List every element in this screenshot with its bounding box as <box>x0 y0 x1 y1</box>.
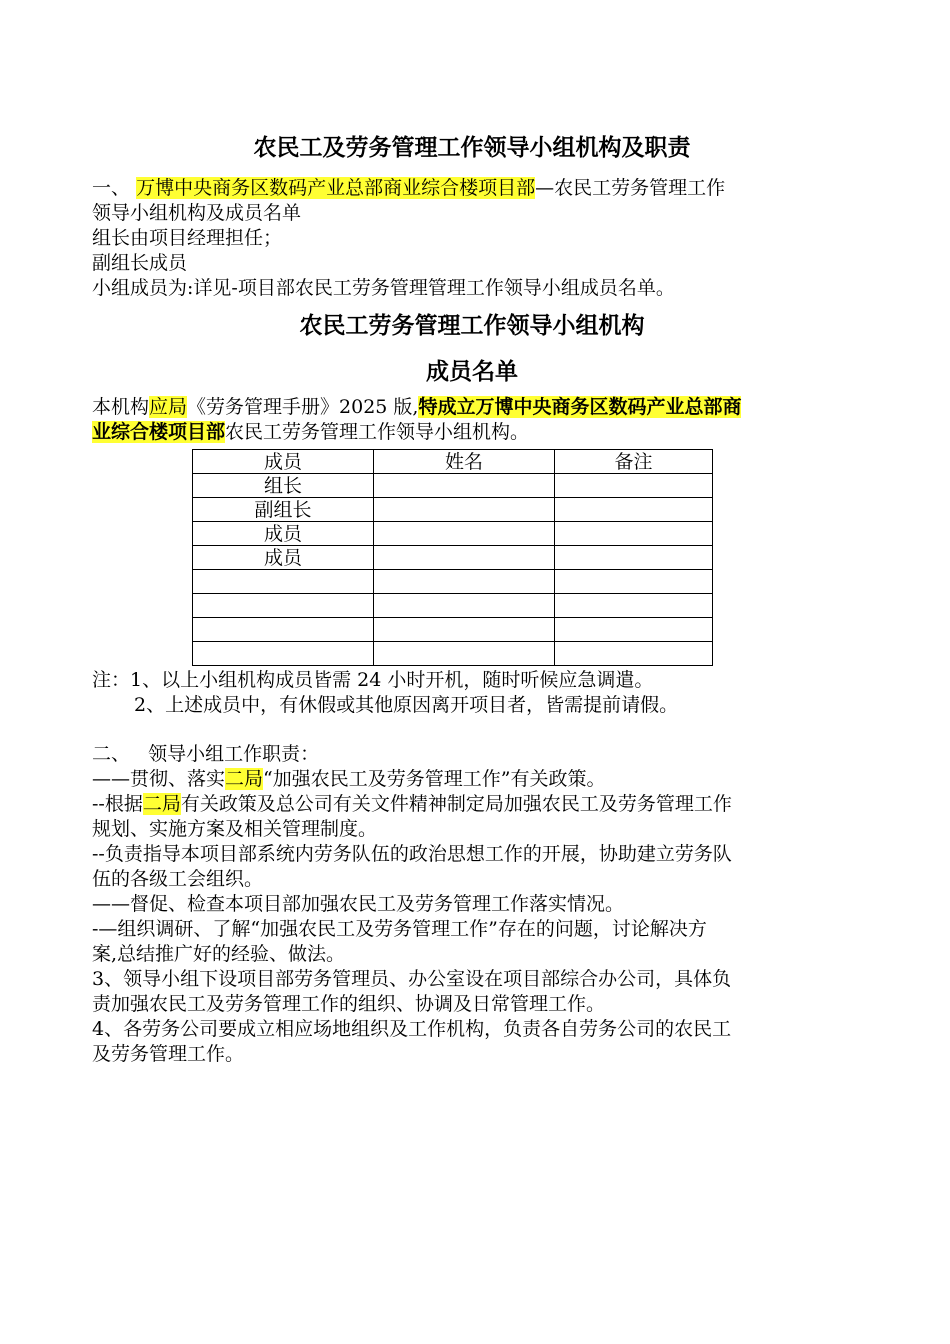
duty-2-line2: 规划、实施方案及相关管理制度。 <box>92 818 378 840</box>
duty-6-line1: 3、领导小组下设项目部劳务管理员、办公室设在项目部综合办公司，具体负 <box>92 968 732 990</box>
duty-4: ——督促、检查本项目部加强农民工及劳务管理工作落实情况。 <box>92 893 625 915</box>
section1-suffix: —农民工劳务管理工作 <box>535 177 726 199</box>
table-cell <box>555 618 713 642</box>
section1-line4: 副组长成员 <box>92 252 188 274</box>
table-cell <box>555 570 713 594</box>
table-header-row <box>193 450 713 474</box>
duty-3-line1: --负责指导本项目部系统内劳务队伍的政治思想工作的开展，协助建立劳务队 <box>92 843 732 865</box>
duty-5-line1: -—组织调研、了解“加强农民工及劳务管理工作”存在的问题，讨论解决方 <box>92 918 707 940</box>
section1-line5: 小组成员为:详见-项目部农民工劳务管理管理工作领导小组成员名单。 <box>92 277 675 299</box>
duty-2-highlight: 二局 <box>142 793 181 815</box>
table-cell <box>193 594 374 618</box>
document-title: 农民工及劳务管理工作领导小组机构及职责 <box>253 135 691 161</box>
section2-heading: 二、 领导小组工作职责： <box>92 743 320 765</box>
intro-line1 <box>92 395 852 420</box>
note-1: 注：1、以上小组机构成员皆需 24 小时开机，随时听候应急调遣。 <box>92 669 654 691</box>
subtitle-member-list: 成员名单 <box>426 359 518 385</box>
table-row <box>193 522 713 546</box>
table-cell <box>555 498 713 522</box>
table-row <box>193 618 713 642</box>
duty-5-line2: 案,总结推广好的经验、做法。 <box>92 943 346 965</box>
duty-1-highlight: 二局 <box>225 768 264 790</box>
intro-part-c: 《劳务管理手册》2025 版, <box>187 396 419 418</box>
table-row <box>193 546 713 570</box>
table-cell <box>555 546 713 570</box>
table-row <box>193 594 713 618</box>
table-cell: 副组长 <box>193 498 374 522</box>
intro-line2 <box>92 420 852 445</box>
table-cell <box>374 594 555 618</box>
table-cell <box>374 546 555 570</box>
section1-line1 <box>92 176 852 201</box>
intro-highlight-project-cont: 业综合楼项目部 <box>92 421 226 443</box>
header-name: 姓名 <box>374 450 555 474</box>
table-row <box>193 498 713 522</box>
table-cell <box>193 618 374 642</box>
header-remark: 备注 <box>555 450 713 474</box>
spacer <box>92 718 852 742</box>
table-row <box>193 570 713 594</box>
header-member: 成员 <box>193 450 374 474</box>
duty-1 <box>92 767 852 792</box>
duty-2-line1 <box>92 792 852 817</box>
intro-highlight-project: 特成立万博中央商务区数码产业总部商 <box>418 396 742 418</box>
table-cell: 成员 <box>193 546 374 570</box>
duty-6-line2: 责加强农民工及劳务管理工作的组织、协调及日常管理工作。 <box>92 993 606 1015</box>
table-cell: 成员 <box>193 522 374 546</box>
note-2: 2、上述成员中，有休假或其他原因离开项目者，皆需提前请假。 <box>134 694 679 716</box>
intro-part-f: 农民工劳务管理工作领导小组机构。 <box>225 421 530 443</box>
section1-line2: 领导小组机构及成员名单 <box>92 202 302 224</box>
duty-2-suffix: 有关政策及总公司有关文件精神制定局加强农民工及劳务管理工作 <box>180 793 732 815</box>
intro-highlight-bureau: 应局 <box>149 396 188 418</box>
intro-part-a: 本机构 <box>92 396 150 418</box>
subtitle-organization: 农民工劳务管理工作领导小组机构 <box>299 313 645 339</box>
table-cell <box>193 642 374 666</box>
member-table <box>192 449 713 666</box>
duty-1-suffix: “加强农民工及劳务管理工作”有关政策。 <box>263 768 606 790</box>
section1-number: 一、 <box>92 177 131 199</box>
duty-2-prefix: --根据 <box>92 793 143 815</box>
duty-7-line1: 4、各劳务公司要成立相应场地组织及工作机构，负责各自劳务公司的农民工 <box>92 1018 732 1040</box>
duty-1-prefix: ——贯彻、落实 <box>92 768 226 790</box>
document-page <box>92 132 852 1067</box>
table-cell: 组长 <box>193 474 374 498</box>
duty-3-line2: 伍的各级工会组织。 <box>92 868 264 890</box>
project-name-highlight: 万博中央商务区数码产业总部商业综合楼项目部 <box>136 177 536 199</box>
section1-line3: 组长由项目经理担任； <box>92 227 283 249</box>
table-cell <box>555 594 713 618</box>
table-cell <box>555 522 713 546</box>
table-cell <box>374 642 555 666</box>
table-cell <box>374 498 555 522</box>
table-cell <box>555 474 713 498</box>
table-cell <box>555 642 713 666</box>
table-cell <box>374 618 555 642</box>
table-cell <box>193 570 374 594</box>
table-cell <box>374 570 555 594</box>
table-row <box>193 474 713 498</box>
table-cell <box>374 522 555 546</box>
duty-7-line2: 及劳务管理工作。 <box>92 1043 245 1065</box>
table-cell <box>374 474 555 498</box>
table-row <box>193 642 713 666</box>
